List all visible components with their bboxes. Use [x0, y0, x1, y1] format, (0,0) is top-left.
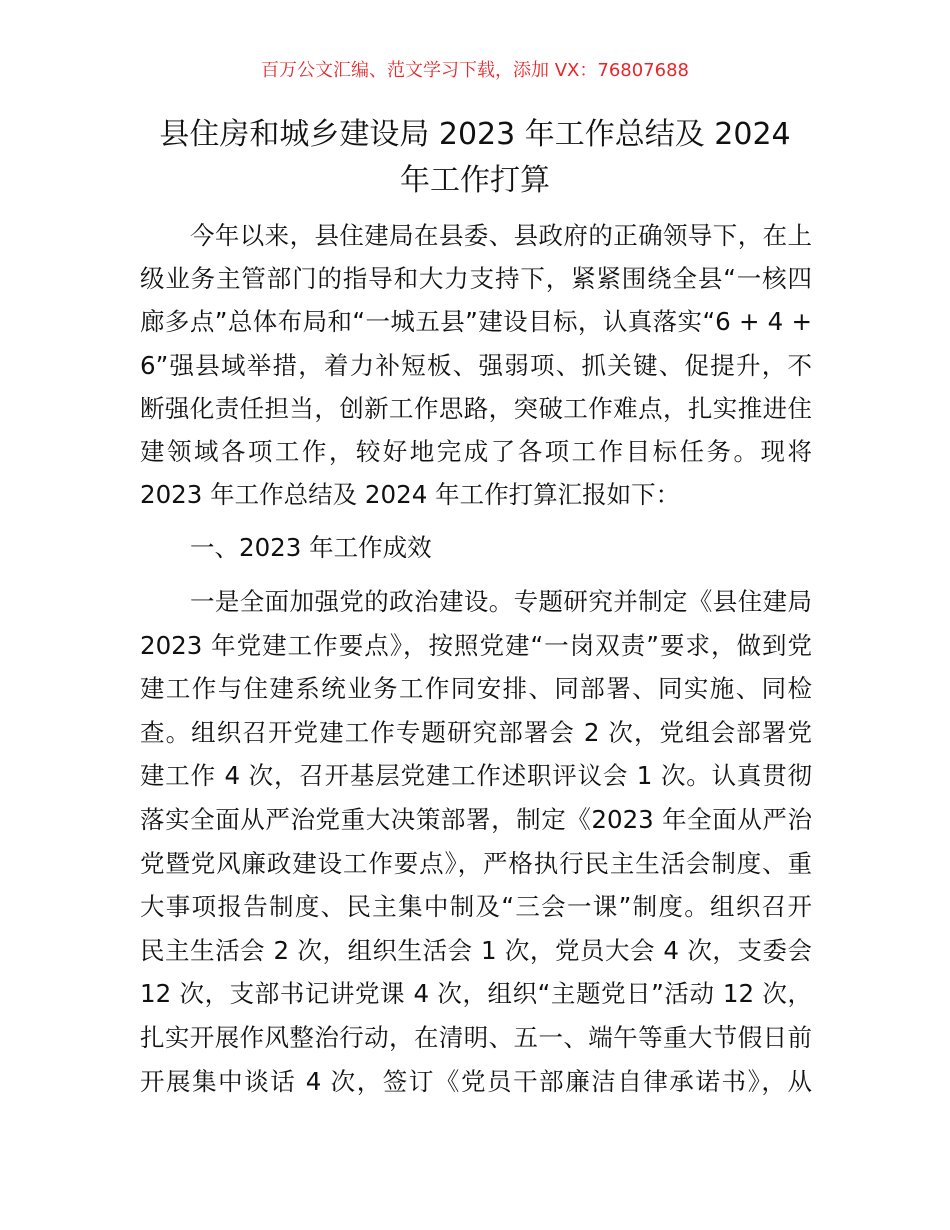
text-line: 扎实开展作风整治行动，在清明、五一、端午等重大节假日前 — [140, 1022, 812, 1052]
text-line: 党暨党风廉政建设工作要点》，严格执行民主生活会制度、重 — [140, 848, 812, 878]
text-line: 级业务主管部门的指导和大力支持下，紧紧围绕全县“一核四 — [140, 264, 812, 294]
text-line: 建工作与住建系统业务工作同安排、同部署、同实施、同检 — [140, 674, 812, 704]
title-line-1: 县住房和城乡建设局 2023 年工作总结及 2024 — [159, 117, 791, 152]
text-line: 12 次，支部书记讲党课 4 次，组织“主题党日”活动 12 次， — [140, 979, 812, 1009]
text-line: 廊多点”总体布局和“一城五县”建设目标，认真落实“6 + 4 + — [140, 307, 812, 337]
intro-paragraph — [140, 214, 812, 516]
text-line: 今年以来，县住建局在县委、县政府的正确领导下，在上 — [190, 221, 812, 250]
party-building-paragraph — [140, 580, 812, 1103]
section-heading-text: 一、2023 年工作成效 — [190, 533, 432, 562]
text-line: 断强化责任担当，创新工作思路，突破工作难点，扎实推进住 — [140, 393, 812, 423]
text-line: 落实全面从严治党重大决策部署，制定《2023 年全面从严治 — [140, 804, 812, 834]
text-line: 建工作 4 次，召开基层党建工作述职评议会 1 次。认真贯彻 — [140, 761, 812, 791]
text-line: 查。组织召开党建工作专题研究部署会 2 次，党组会部署党 — [140, 717, 812, 747]
section-heading — [140, 526, 812, 569]
watermark-header: 百万公文汇编、范文学习下载，添加 VX：76807688 — [261, 60, 689, 81]
text-line: 一是全面加强党的政治建设。专题研究并制定《县住建局 — [190, 587, 812, 616]
text-line: 大事项报告制度、民主集中制及“三会一课”制度。组织召开 — [140, 892, 812, 922]
text-line: 2023 年党建工作要点》，按照党建“一岗双责”要求，做到党 — [140, 630, 812, 660]
text-line: 6”强县域举措，着力补短板、强弱项、抓关键、促提升，不 — [140, 350, 812, 380]
title-line-2: 年工作打算 — [400, 163, 550, 198]
text-line: 建领域各项工作，较好地完成了各项工作目标任务。现将 — [140, 436, 812, 466]
text-line: 开展集中谈话 4 次，签订《党员干部廉洁自律承诺书》，从 — [140, 1066, 812, 1096]
document-title — [100, 112, 850, 204]
text-line: 民主生活会 2 次，组织生活会 1 次，党员大会 4 次，支委会 — [140, 935, 812, 965]
text-line: 2023 年工作总结及 2024 年工作打算汇报如下： — [140, 480, 681, 510]
